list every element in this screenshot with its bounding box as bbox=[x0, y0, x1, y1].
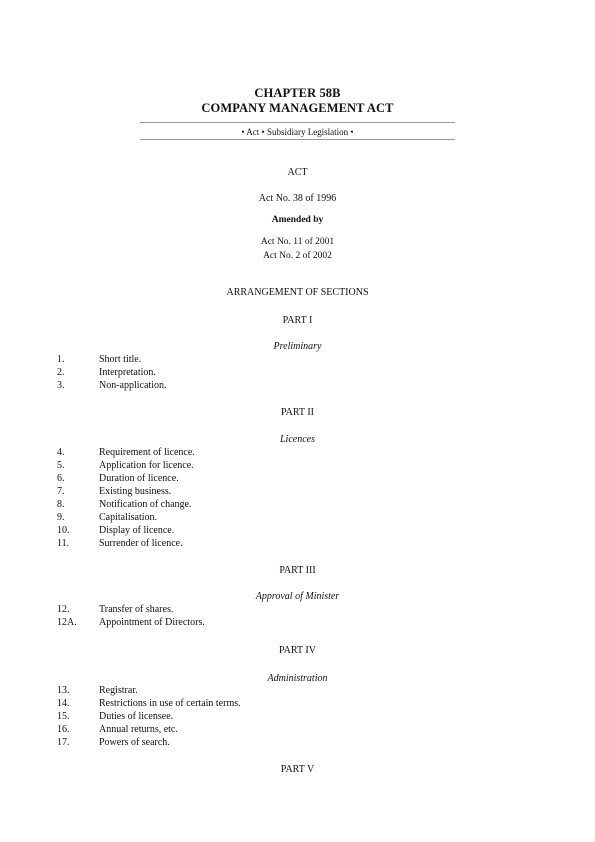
section-number: 2. bbox=[57, 367, 65, 378]
section-title: Duration of licence. bbox=[99, 473, 179, 484]
section-title: Surrender of licence. bbox=[99, 538, 183, 549]
section-entry bbox=[0, 711, 595, 724]
part-label: PART II bbox=[280, 407, 315, 418]
part-title: Approval of Minister bbox=[255, 591, 340, 602]
section-entry bbox=[0, 499, 595, 512]
section-entry bbox=[0, 737, 595, 750]
part-label: PART V bbox=[280, 764, 315, 775]
section-title: Appointment of Directors. bbox=[99, 617, 205, 628]
section-title: Existing business. bbox=[99, 486, 172, 497]
bottom-rule bbox=[140, 139, 455, 140]
part-label: PART IV bbox=[279, 645, 316, 656]
section-number: 13. bbox=[57, 685, 70, 696]
section-entry bbox=[0, 367, 595, 380]
section-title: Short title. bbox=[99, 354, 142, 365]
section-title: Notification of change. bbox=[99, 499, 192, 510]
section-number: 1. bbox=[57, 354, 65, 365]
part-title: Preliminary bbox=[273, 341, 322, 352]
section-number: 14. bbox=[57, 698, 70, 709]
section-number: 15. bbox=[57, 711, 70, 722]
section-title: Restrictions in use of certain terms. bbox=[99, 698, 241, 709]
section-number: 10. bbox=[57, 525, 70, 536]
amended-by-heading: Amended by bbox=[271, 215, 324, 225]
section-entry bbox=[0, 473, 595, 486]
section-entry bbox=[0, 617, 595, 630]
section-entry bbox=[0, 380, 595, 393]
section-title: Transfer of shares. bbox=[99, 604, 174, 615]
section-number: 16. bbox=[57, 724, 70, 735]
section-number: 12A. bbox=[57, 617, 77, 628]
section-number: 6. bbox=[57, 473, 65, 484]
section-title: Interpretation. bbox=[99, 367, 156, 378]
section-title: Display of licence. bbox=[99, 525, 175, 536]
section-number: 9. bbox=[57, 512, 65, 523]
section-title: Duties of licensee. bbox=[99, 711, 174, 722]
amendment-2: Act No. 2 of 2002 bbox=[263, 251, 332, 261]
legislation-nav[interactable]: • Act • Subsidiary Legislation • bbox=[241, 127, 354, 137]
section-title: Non-application. bbox=[99, 380, 167, 391]
section-entry bbox=[0, 354, 595, 367]
part-label: PART I bbox=[282, 315, 313, 326]
section-number: 12. bbox=[57, 604, 70, 615]
section-number: 11. bbox=[57, 538, 70, 549]
act-number: Act No. 38 of 1996 bbox=[258, 193, 337, 204]
part-label: PART III bbox=[279, 565, 316, 576]
amendment-1: Act No. 11 of 2001 bbox=[260, 237, 335, 247]
section-entry bbox=[0, 538, 595, 551]
section-entry bbox=[0, 525, 595, 538]
act-title: COMPANY MANAGEMENT ACT bbox=[201, 101, 394, 115]
arrangement-heading: ARRANGEMENT OF SECTIONS bbox=[226, 287, 369, 298]
top-rule bbox=[140, 122, 455, 123]
section-title: Registrar. bbox=[99, 685, 138, 696]
section-entry bbox=[0, 512, 595, 525]
section-title: Capitalisation. bbox=[99, 512, 158, 523]
section-title: Powers of search. bbox=[99, 737, 170, 748]
section-title: Application for licence. bbox=[99, 460, 194, 471]
section-number: 5. bbox=[57, 460, 65, 471]
act-heading: ACT bbox=[287, 167, 308, 178]
section-entry bbox=[0, 486, 595, 499]
section-number: 17. bbox=[57, 737, 70, 748]
part-title: Administration bbox=[267, 673, 328, 684]
section-number: 8. bbox=[57, 499, 65, 510]
section-number: 4. bbox=[57, 447, 65, 458]
section-entry bbox=[0, 604, 595, 617]
section-entry bbox=[0, 724, 595, 737]
section-entry bbox=[0, 460, 595, 473]
part-title: Licences bbox=[280, 434, 315, 445]
section-title: Annual returns, etc. bbox=[99, 724, 178, 735]
section-title: Requirement of licence. bbox=[99, 447, 195, 458]
section-entry bbox=[0, 447, 595, 460]
section-entry bbox=[0, 685, 595, 698]
section-number: 7. bbox=[57, 486, 65, 497]
section-number: 3. bbox=[57, 380, 65, 391]
section-entry bbox=[0, 698, 595, 711]
chapter-number: CHAPTER 58B bbox=[254, 86, 341, 100]
